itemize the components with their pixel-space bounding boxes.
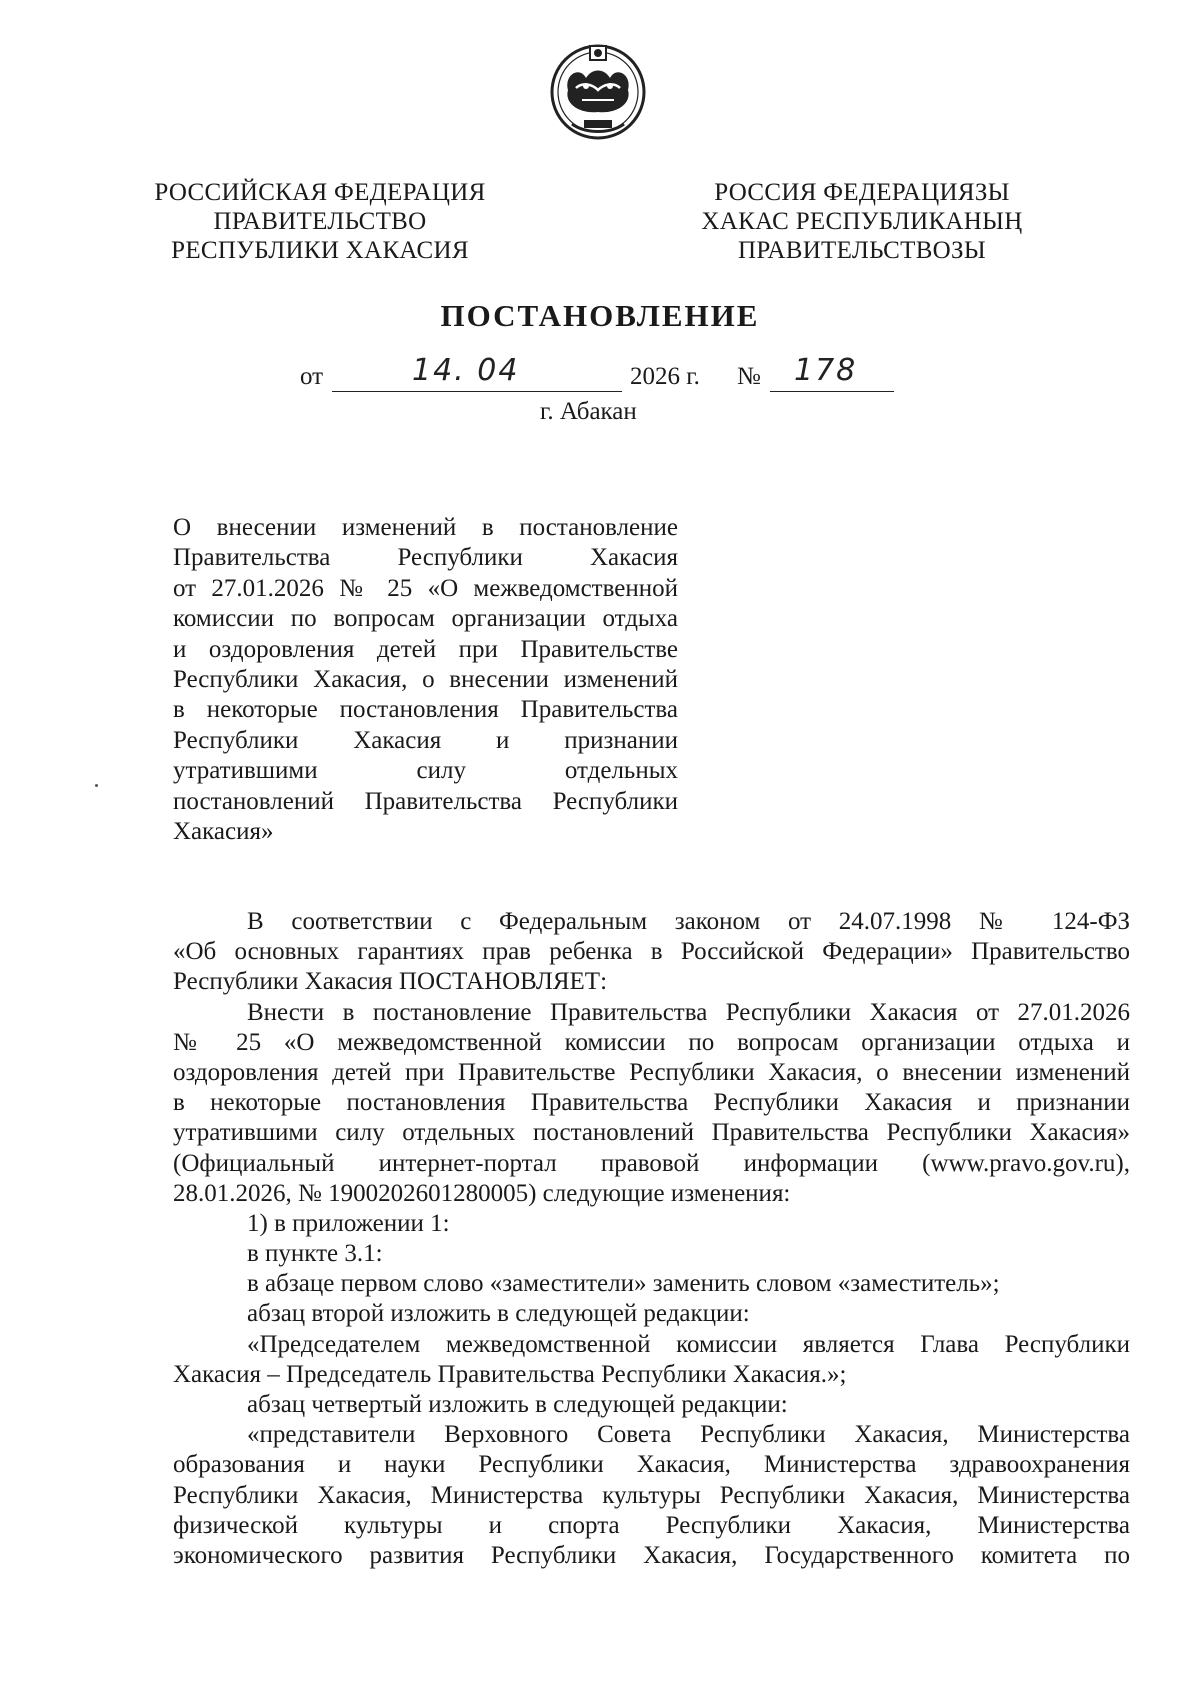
body-line: Республики Хакасия ПОСТАНОВЛЯЕТ: (173, 968, 608, 996)
body-line: утратившими силу отдельных постановлений Правительства Республики Хакасия» (173, 1119, 1130, 1147)
subject-line: О внесении изменений в постановление (173, 514, 678, 541)
body-line: в абзаце первом слово «заместители» заменить словом «заместитель»; (247, 1270, 1000, 1298)
header-left (145, 178, 495, 265)
subject-line: от 27.01.2026 № 25 «О межведомственной (173, 574, 678, 602)
body-text (173, 907, 1130, 1571)
subject-line: Республики Хакасия, о внесении изменений (173, 665, 678, 693)
header-right-line: РОССИЯ ФЕДЕРАЦИЯЗЫ (714, 179, 1010, 206)
header-right-line: ХАКАС РЕСПУБЛИКАНЫҢ (701, 208, 1023, 235)
handwritten-number: 178 (794, 353, 858, 388)
date-underline (332, 391, 622, 392)
year-label: 2026 г. (630, 363, 700, 390)
subject-line: Правительства Республики Хакасия (173, 544, 678, 572)
body-line: абзац второй изложить в следующей редакции: (247, 1300, 750, 1328)
city: г. Абакан (540, 398, 637, 425)
body-line: В соответствии с Федеральным законом от 24.07.1998 № 124-ФЗ (247, 908, 1130, 935)
scan-speck (95, 784, 98, 787)
subject-block (173, 513, 678, 847)
handwritten-date: 14. 04 (412, 353, 520, 388)
body-line: 28.01.2026, № 1900202601280005) следующие изменения: (173, 1179, 791, 1207)
subject-line: в некоторые постановления Правительства (173, 696, 678, 724)
body-line: экономического развития Республики Хакасия, Государственного комитета по (173, 1541, 1130, 1569)
body-line: Республики Хакасия, Министерства культуры Республики Хакасия, Министерства (173, 1481, 1130, 1509)
body-line: (Официальный интернет-портал правовой информации (www.pravo.gov.ru), (173, 1149, 1130, 1177)
subject-line: и оздоровления детей при Правительстве (173, 635, 678, 663)
header-right-line: ПРАВИТЕЛЬСТВОЗЫ (738, 237, 986, 264)
body-line: Хакасия – Председатель Правительства Республики Хакасия.»; (173, 1360, 847, 1388)
body-line: физической культуры и спорта Республики Хакасия, Министерства (173, 1511, 1130, 1539)
body-line: в пункте 3.1: (247, 1240, 383, 1268)
header-right (686, 178, 1038, 265)
body-line: оздоровления детей при Правительстве Республики Хакасия, о внесении изменений (173, 1058, 1130, 1086)
body-line: Внести в постановление Правительства Республики Хакасия от 27.01.2026 (247, 998, 1130, 1026)
body-line: 1) в приложении 1: (247, 1209, 450, 1237)
subject-line: комиссии по вопросам организации отдыха (173, 605, 678, 633)
body-line: образования и науки Республики Хакасия, Министерства здравоохранения (173, 1451, 1130, 1479)
body-line: «Об основных гарантиях прав ребенка в Российской Федерации» Правительство (173, 938, 1130, 966)
body-line: «представители Верховного Совета Республики Хакасия, Министерства (247, 1421, 1130, 1449)
subject-line: Республики Хакасия и признании (173, 726, 678, 754)
document-title: ПОСТАНОВЛЕНИЕ (440, 298, 760, 333)
subject-line: утратившими силу отдельных (173, 757, 678, 785)
header-left-line: ПРАВИТЕЛЬСТВО (213, 208, 427, 235)
from-label: от (300, 363, 324, 390)
body-line: № 25 «О межведомственной комиссии по вопросам организации отдыха и (173, 1028, 1130, 1056)
number-label: № (737, 363, 761, 390)
number-underline (770, 391, 894, 392)
header-left-line: РОССИЙСКАЯ ФЕДЕРАЦИЯ (154, 179, 486, 206)
subject-line: постановлений Правительства Республики (173, 787, 678, 815)
body-line: «Председателем межведомственной комиссии является Глава Республики (247, 1330, 1130, 1358)
coat-of-arms-emblem (546, 38, 650, 142)
subject-line: Хакасия» (173, 817, 274, 845)
body-line: абзац четвертый изложить в следующей редакции: (247, 1391, 788, 1418)
body-line: в некоторые постановления Правительства Республики Хакасия и признании (173, 1089, 1130, 1117)
header-left-line: РЕСПУБЛИКИ ХАКАСИЯ (171, 237, 469, 264)
